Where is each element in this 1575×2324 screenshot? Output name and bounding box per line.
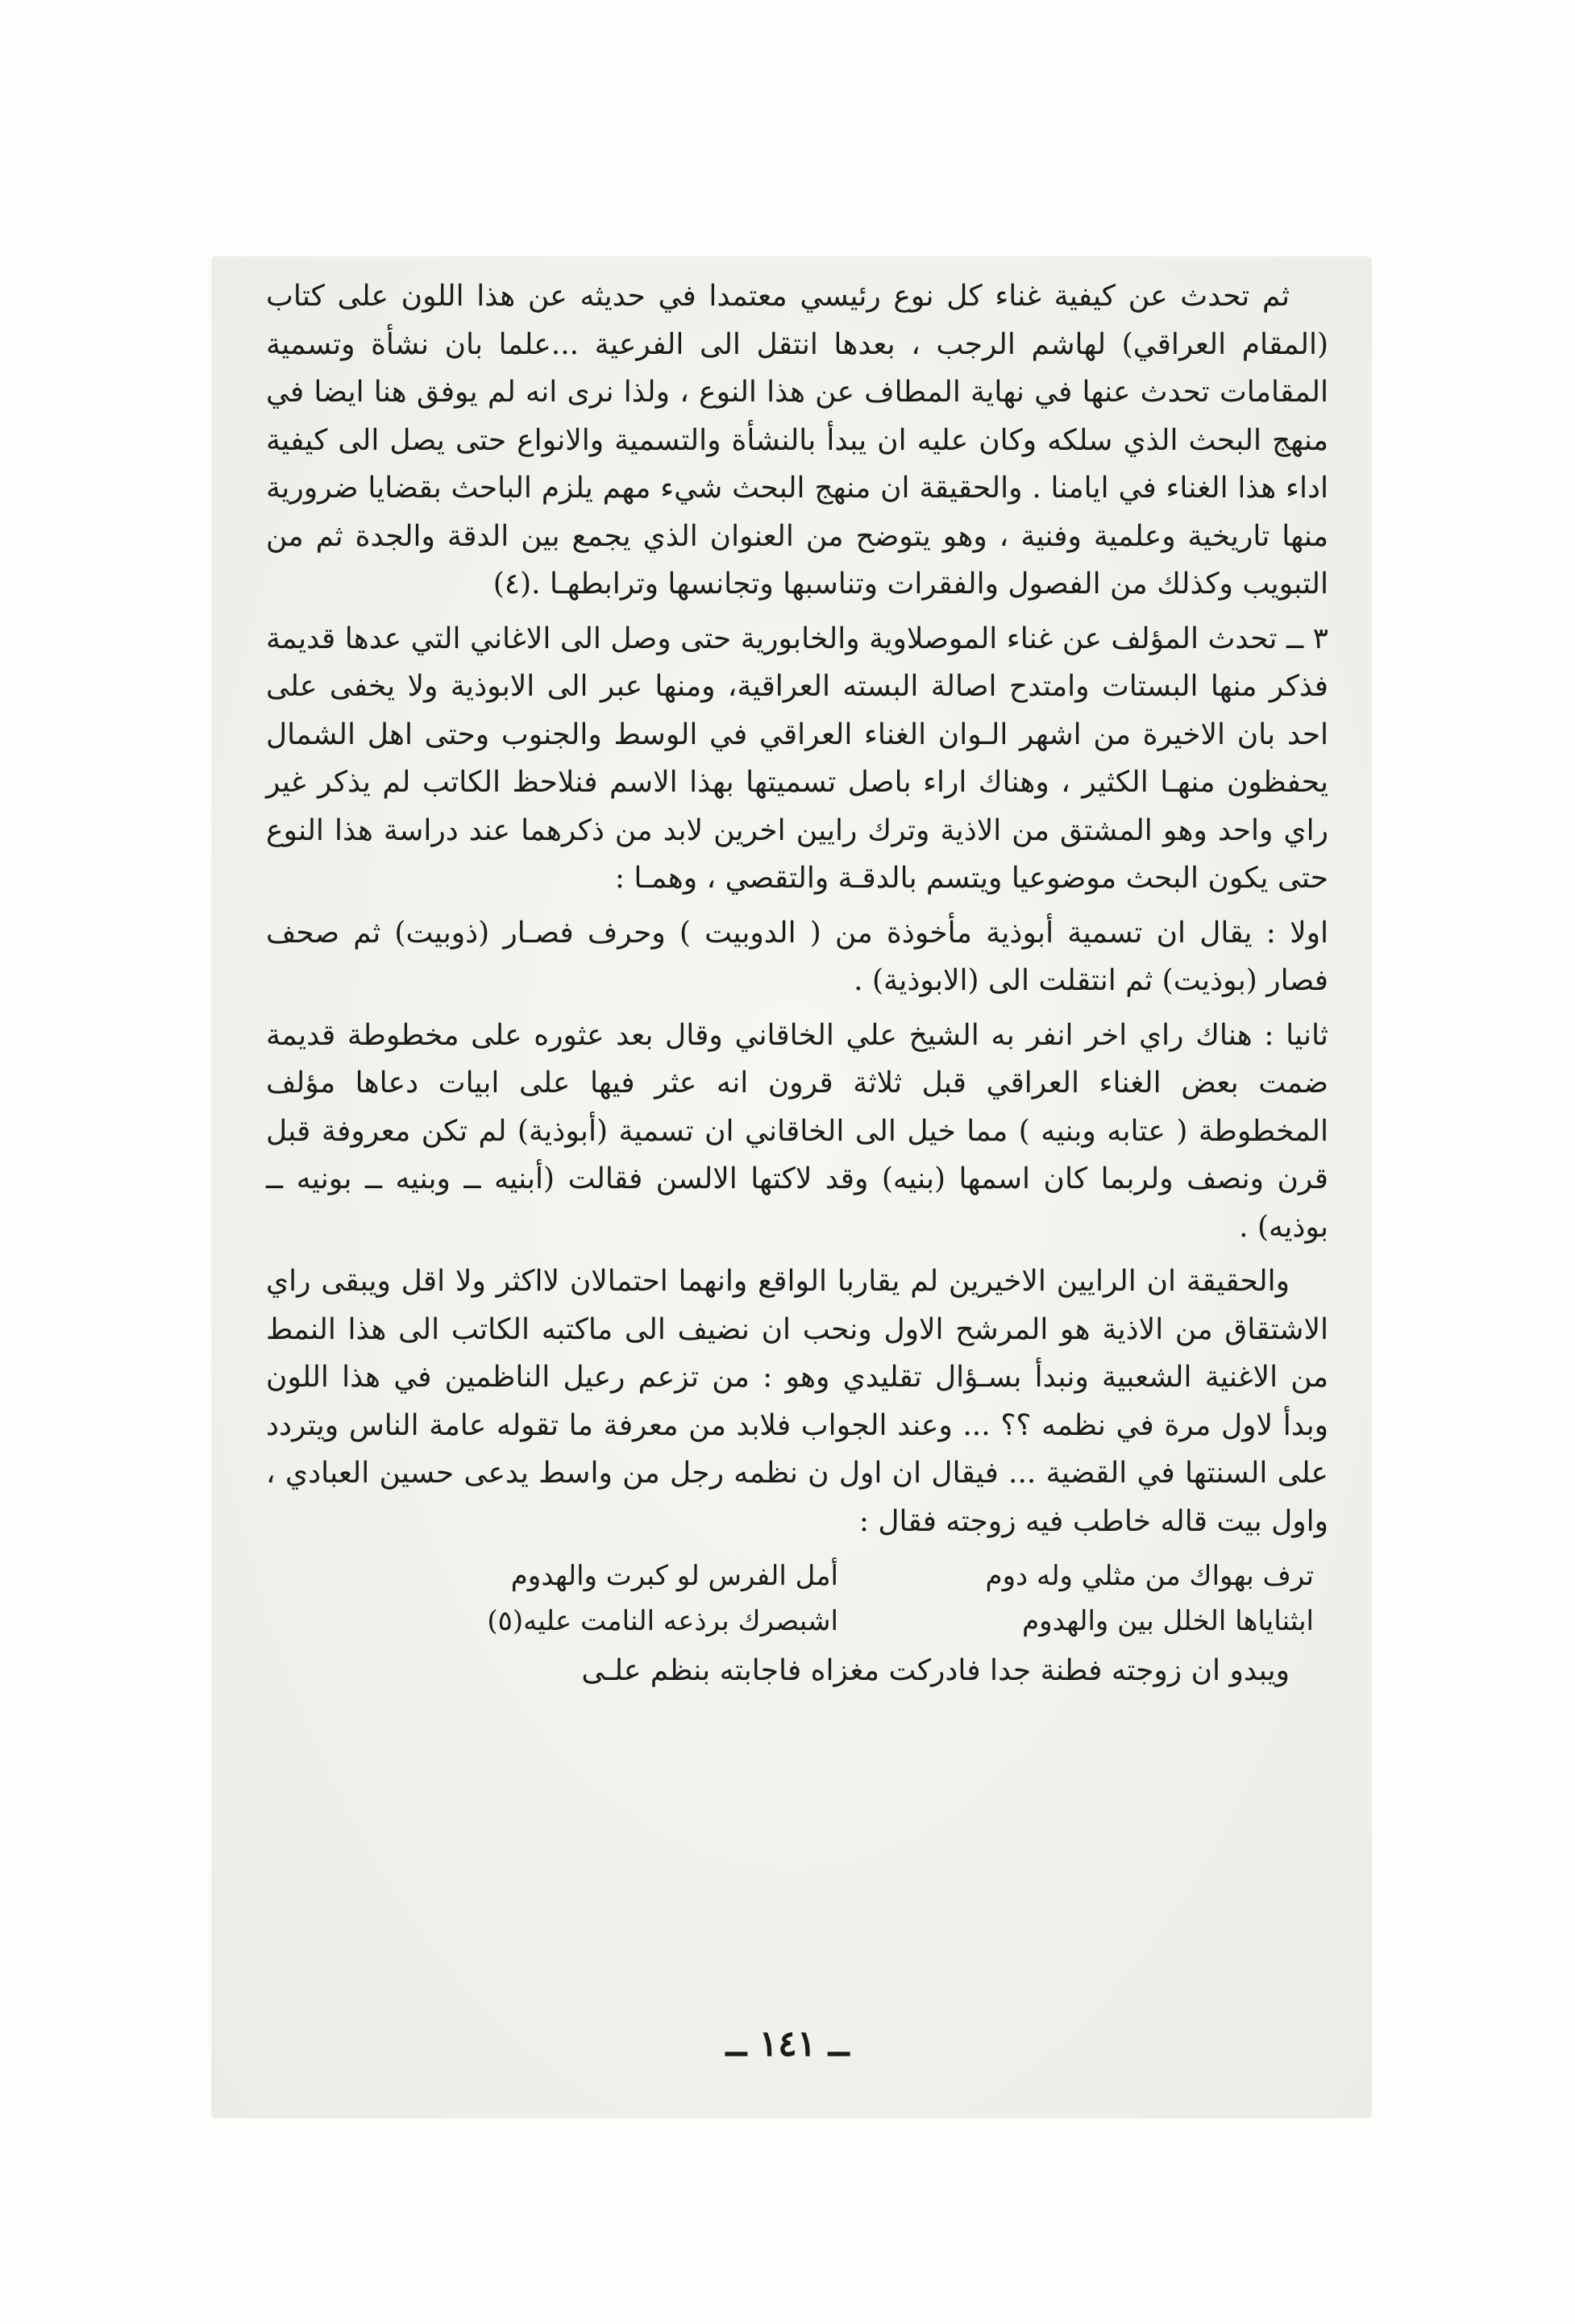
paragraph-wife-reply: ويبدو ان زوجته فطنة جدا فادركت مغزاه فاجابته بنظم علـى — [581, 1654, 1290, 1687]
verse-line-2-first-hemistich: ابثناياها الخلل بين والهدوم — [1022, 1605, 1314, 1637]
page-number: ــ ١٤١ ــ — [725, 2023, 850, 2064]
paragraph-manhaj: ثم تحدث عن كيفية غناء كل نوع رئيسي معتمدا في حديثه عن هذا اللون على كتاب (المقام العراقي) لهاشم الرجب ، بعدها انتقل الى الفرعية ...علما بان نشأة وتسمية المقامات تحدث عنها في نهاية المطاف عن هذا النوع ، ولذا نرى انه لم يوفق هنا ايضا في منهج البحث الذي سلكه وكان عليه ان يبدأ بالنشأة والتسمية والانواع حتى يصل الى كيفية اداء هذا الغناء في ايامنا . والحقيقة ان منهج البحث شيء مهم يلزم الباحث بقضايا ضرورية منها تاريخية وعلمية وفنية ، وهو يتوضح من العنوان الذي يجمع بين الدقة والجدة ثم من التبويب وكذلك من الفصول والفقرات وتناسبها وتجانسها وترابطهـا .(٤) — [266, 280, 1328, 601]
verse-line-1-first-hemistich: ترف بهواك من مثلي وله دوم — [985, 1560, 1314, 1592]
verse-line-1 — [266, 1553, 1314, 1599]
verse-line-2 — [266, 1599, 1314, 1644]
body-text — [266, 272, 1328, 1695]
poem-verse — [266, 1553, 1328, 1644]
paragraph-first-opinion: اولا : يقال ان تسمية أبوذية مأخوذة من ( الدوبيت ) وحرف فصـار (ذوبيت) ثم صحف فصار (بوذيت) ثم انتقلت الى (الابوذية) . — [266, 916, 1328, 997]
paragraph-second-opinion: ثانيا : هناك راي اخر انفر به الشيخ علي الخاقاني وقال بعد عثوره على مخطوطة قديمة ضمت بعض الغناء العراقي قبل ثلاثة قرون انه عثر فيها على ابيات دعاها مؤلف المخطوطة ( عتابه وبنيه ) مما خيل الى الخاقاني ان تسمية (أبوذية) لم تكن معروفة قبل قرن ونصف ولربما كان اسمها (بنيه) وقد لاكتها الالسن فقالت (أبنيه ــ وبنيه ــ بونيه ــ بوذيه) . — [266, 1018, 1328, 1244]
paragraph-conclusion: والحقيقة ان الرايين الاخيرين لم يقاربا الواقع وانهما احتمالان لااكثر ولا اقل ويبقى راي الاشتقاق من الاذية هو المرشح الاول ونحب ان نضيف الى ماكتبه الكاتب الى هذا النمط من الاغنية الشعبية ونبدأ بسـؤال تقليدي وهو : من تزعم رعيل الناظمين في هذا اللون وبدأ لاول مرة في نظمه ؟؟ ... وعند الجواب فلابد من معرفة ما تقوله عامة الناس ويتردد على السنتها في القضية ... فيقال ان اول ن نظمه رجل من واسط يدعى حسين العبادي ، واول بيت قاله خاطب فيه زوجته فقال : — [266, 1265, 1328, 1538]
verse-line-1-second-hemistich: أمل الفرس لو كبرت والهدوم — [510, 1560, 838, 1592]
verse-line-2-second-hemistich: اشبصرك برذعه النامت عليه(٥) — [487, 1605, 838, 1637]
paragraph-abudhiya-intro: ٣ ــ تحدث المؤلف عن غناء الموصلاوية والخابورية حتى وصل الى الاغاني التي عدها قديمة فذكر منها البستات وامتدح اصالة البسته العراقية، ومنها عبر الى الابوذية ولا يخفى على احد بان الاخيرة من اشهر الـوان الغناء العراقي في الوسط والجنوب وحتى اهل الشمال يحفظون منهـا الكثير ، وهناك اراء باصل تسميتها بهذا الاسم فنلاحظ الكاتب لم يذكر غير راي واحد وهو المشتق من الاذية وترك رايين اخرين لابد من ذكرهما عند دراسة هذا النوع حتى يكون البحث موضوعيا ويتسم بالدقـة والتقصي ، وهمـا : — [266, 622, 1328, 895]
